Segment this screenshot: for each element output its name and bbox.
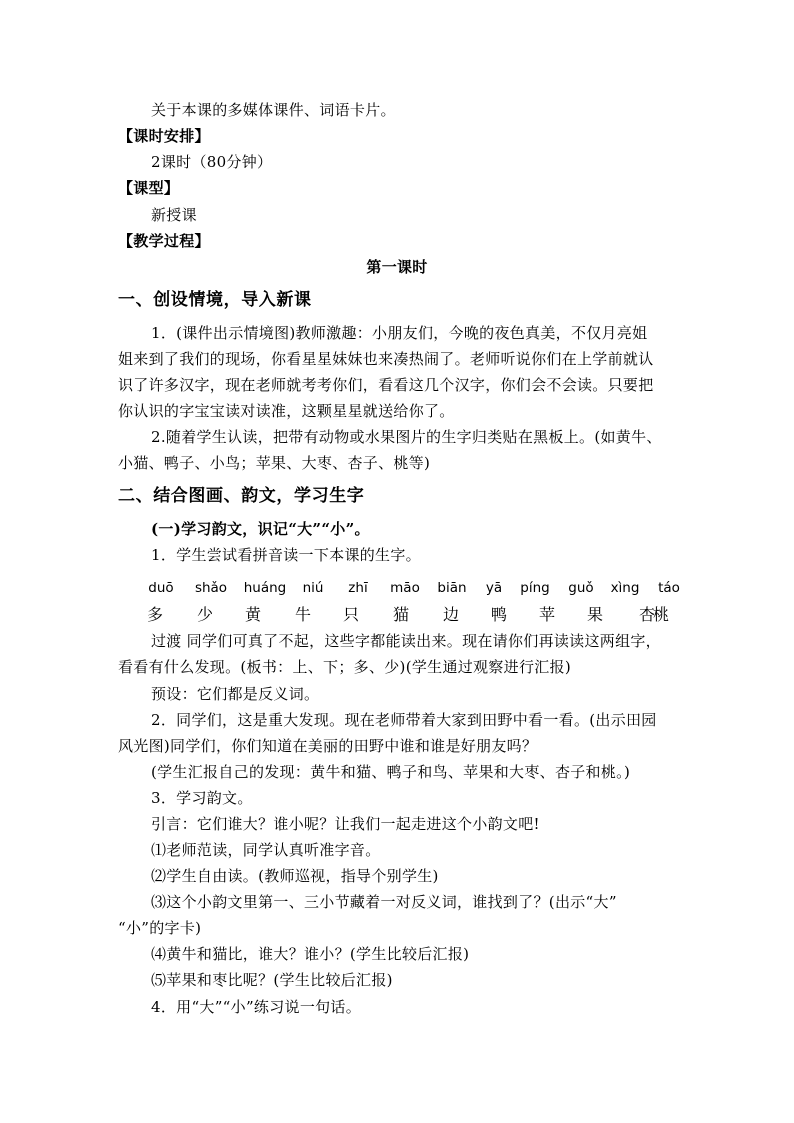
hanzi-cell: 只	[342, 605, 359, 624]
hanzi-cell: 多	[146, 605, 163, 624]
section1-item1-line: 姐来到了我们的现场，你看星星妹妹也来凑热闹了。老师听说你们在上学前就认	[118, 350, 654, 368]
section2-title: 二、结合图画、韵文，学习生字	[118, 486, 365, 506]
hanzi-cell: 果	[586, 605, 603, 624]
intro-line: 引言：它们谁大？谁小呢？让我们一起走进这个小韵文吧!	[151, 815, 540, 833]
report-line: (学生汇报自己的发现：黄牛和猫、鸭子和鸟、苹果和大枣、杏子和桃。)	[151, 763, 631, 781]
pinyin-cell: biān	[437, 580, 467, 596]
pinyin-cell: shǎo	[194, 580, 228, 596]
hanzi-cell: 少	[196, 605, 213, 624]
step2-line: 2．同学们，这是重大发现。现在老师带着大家到田野中看一看。(出示田园	[151, 711, 657, 729]
pinyin-cell: guǒ	[568, 580, 594, 596]
hanzi-cell: 杏	[638, 605, 655, 624]
transition-line: 过渡 同学们可真了不起，这些字都能读出来。现在请你们再读读这两组字，	[151, 632, 661, 650]
sub-item-1: ⑴老师范读，同学认真听准字音。	[151, 841, 381, 859]
step3-line: 3．学习韵文。	[151, 789, 253, 807]
lesson-type-content: 新授课	[151, 206, 197, 224]
pinyin-cell: māo	[390, 580, 420, 596]
section1-item1-line: 你认识的字宝宝读对读准，这颗星星就送给你了。	[118, 402, 455, 420]
lesson-type-heading: 【课型】	[118, 179, 180, 197]
transition-line: 看看有什么发现。(板书：上、下；多、少)(学生通过观察进行汇报)	[118, 658, 572, 676]
sub-item-3: ⑶这个小韵文里第一、三小节藏着一对反义词，谁找到了？(出示“大”	[151, 893, 617, 911]
hanzi-cell: 边	[442, 605, 459, 624]
sub-item-3-cont: “小”的字卡)	[118, 919, 202, 937]
section1-item1-line: 识了许多汉字，现在老师就考考你们，看看这几个汉字，你们会不会读。只要把	[118, 376, 654, 394]
sub-item-4: ⑷黄牛和猫比，谁大？谁小？(学生比较后汇报)	[151, 945, 470, 963]
prep-materials: 关于本课的多媒体课件、词语卡片。	[151, 101, 396, 119]
process-heading: 【教学过程】	[118, 232, 210, 250]
schedule-content: 2课时（80分钟）	[151, 153, 273, 171]
hanzi-cell: 鸭	[490, 605, 507, 624]
hanzi-cell: 猫	[392, 605, 409, 624]
sub-item-5: ⑸苹果和枣比呢？(学生比较后汇报)	[151, 971, 393, 989]
hanzi-row	[145, 605, 670, 625]
section1-item1-line: 1．(课件出示情境图)教师激趣：小朋友们，今晚的夜色真美，不仅月亮姐	[151, 324, 648, 342]
hanzi-cell: 苹	[538, 605, 555, 624]
pinyin-cell: píng	[520, 580, 550, 596]
pinyin-row	[145, 578, 680, 598]
pinyin-cell: yā	[485, 580, 503, 596]
pinyin-cell: duō	[148, 580, 174, 596]
pinyin-cell: táo	[658, 580, 680, 596]
step4-line: 4．用“大”“小”练习说一句话。	[151, 998, 362, 1016]
step2-line: 风光图)同学们，你们知道在美丽的田野中谁和谁是好朋友吗？	[118, 737, 538, 755]
hanzi-cell: 牛	[294, 605, 311, 624]
preset-line: 预设：它们都是反义词。	[151, 685, 320, 703]
hanzi-cell: 桃	[653, 605, 670, 624]
pinyin-cell: xìng	[610, 580, 640, 596]
step1-text: 1．学生尝试看拼音读一下本课的生字。	[151, 546, 421, 564]
pinyin-cell: niú	[302, 580, 324, 596]
pinyin-cell: huáng	[243, 580, 287, 596]
schedule-heading: 【课时安排】	[118, 127, 210, 145]
pinyin-cell: zhī	[348, 580, 368, 596]
period-title: 第一课时	[366, 258, 428, 276]
section2-subheading: (一)学习韵文，识记“大”“小”。	[151, 520, 370, 538]
sub-item-2: ⑵学生自由读。(教师巡视，指导个别学生)	[151, 867, 439, 885]
section1-title: 一、创设情境，导入新课	[118, 290, 312, 310]
section1-item2-line: 2.随着学生认读，把带有动物或水果图片的生字归类贴在黑板上。(如黄牛、	[151, 428, 662, 446]
section1-item2-line: 小猫、鸭子、小鸟；苹果、大枣、杏子、桃等)	[118, 454, 431, 472]
hanzi-cell: 黄	[244, 605, 261, 624]
